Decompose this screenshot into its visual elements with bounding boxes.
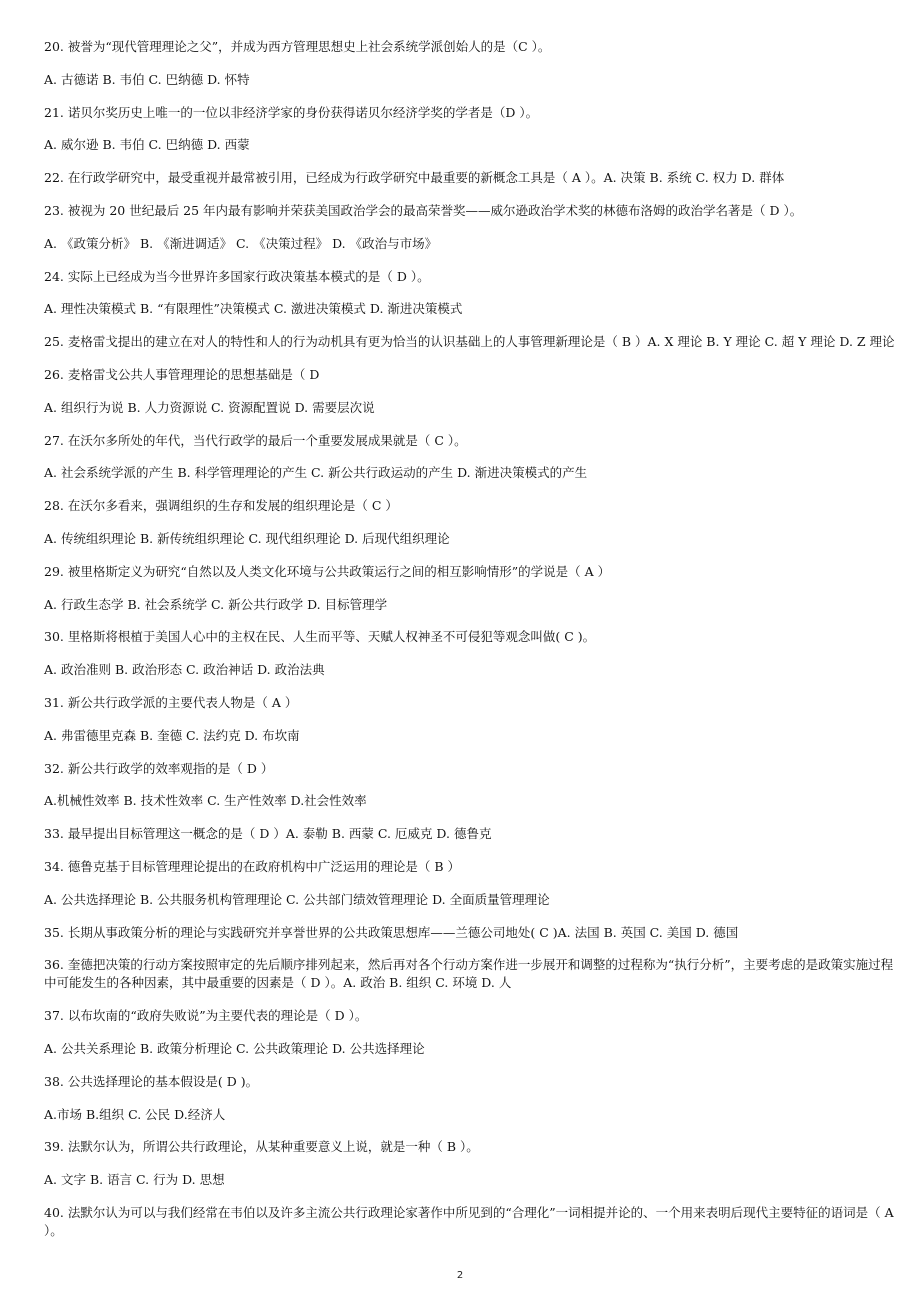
text-line: 38. 公共选择理论的基本假设是( D )。 — [44, 1073, 259, 1089]
text-line: A. 弗雷德里克森 B. 奎德 C. 法约克 D. 布坎南 — [44, 727, 300, 743]
text-line: A. 《政策分析》 B. 《渐进调适》 C. 《决策过程》 D. 《政治与市场》 — [44, 235, 438, 251]
text-line: A. 行政生态学 B. 社会系统学 C. 新公共行政学 D. 目标管理学 — [44, 596, 388, 612]
text-line: 36. 奎德把决策的行动方案按照审定的先后顺序排列起来，然后再对各个行动方案作进一步展开和调整的过程称为“执行分析”，主要考虑的是政策实施过程中可能发生的各种因素，其中最重要的因素是（ D ）。A. 政治 B. 组织 C. 环境 D. 人 — [44, 957, 894, 991]
text-line: A.机械性效率 B. 技术性效率 C. 生产性效率 D.社会性效率 — [44, 793, 367, 809]
text-line: A. 公共关系理论 B. 政策分析理论 C. 公共政策理论 D. 公共选择理论 — [44, 1040, 425, 1056]
text-line: 29. 被里格斯定义为研究“自然以及人类文化环境与公共政策运行之间的相互影响情形”的学说是（ A ） — [44, 563, 611, 579]
text-line: 35. 长期从事政策分析的理论与实践研究并享誉世界的公共政策思想库——兰德公司地处( C )A. 法国 B. 英国 C. 美国 D. 德国 — [44, 924, 739, 940]
text-line: 23. 被视为 20 世纪最后 25 年内最有影响并荣获美国政治学会的最高荣誉奖——威尔逊政治学术奖的林德布洛姆的政治学名著是（ D ）。 — [44, 202, 803, 218]
text-line: A. 公共选择理论 B. 公共服务机构管理理论 C. 公共部门绩效管理理论 D. 全面质量管理理论 — [44, 891, 550, 907]
page-number: 2 — [456, 1270, 464, 1281]
document-body — [44, 38, 902, 1255]
text-line: A. 理性决策模式 B. “有限理性”决策模式 C. 激进决策模式 D. 渐进决策模式 — [44, 301, 463, 317]
text-line: 34. 德鲁克基于目标管理理论提出的在政府机构中广泛运用的理论是（ B ） — [44, 858, 460, 874]
text-line: 27. 在沃尔多所处的年代，当代行政学的最后一个重要发展成果就是（ C ）。 — [44, 432, 467, 448]
text-line: A. 古德诺 B. 韦伯 C. 巴纳德 D. 怀特 — [44, 71, 250, 87]
text-line: 22. 在行政学研究中，最受重视并最常被引用，已经成为行政学研究中最重要的新概念工具是（ A ）。A. 决策 B. 系统 C. 权力 D. 群体 — [44, 170, 785, 186]
text-line: A. 文字 B. 语言 C. 行为 D. 思想 — [44, 1172, 225, 1188]
text-line: A.市场 B.组织 C. 公民 D.经济人 — [44, 1106, 226, 1122]
text-line: A. 威尔逊 B. 韦伯 C. 巴纳德 D. 西蒙 — [44, 137, 250, 153]
text-line: A. 政治准则 B. 政治形态 C. 政治神话 D. 政治法典 — [44, 662, 325, 678]
text-line: 37. 以布坎南的“政府失败说”为主要代表的理论是（ D ）。 — [44, 1008, 368, 1024]
text-line: A. 传统组织理论 B. 新传统组织理论 C. 现代组织理论 D. 后现代组织理论 — [44, 530, 450, 546]
text-line: 21. 诺贝尔奖历史上唯一的一位以非经济学家的身份获得诺贝尔经济学奖的学者是（D ）。 — [44, 104, 539, 120]
text-line: 20. 被誉为“现代管理理论之父”，并成为西方管理思想史上社会系统学派创始人的是（C ）。 — [44, 39, 551, 54]
text-line: 32. 新公共行政学的效率观指的是（ D ） — [44, 760, 274, 776]
text-line: 28. 在沃尔多看来，强调组织的生存和发展的组织理论是（ C ） — [44, 498, 398, 514]
text-line: 39. 法默尔认为，所谓公共行政理论，从某种重要意义上说，就是一种（ B ）。 — [44, 1139, 479, 1155]
text-line: 26. 麦格雷戈公共人事管理理论的思想基础是（ D — [44, 366, 320, 382]
text-line: 31. 新公共行政学派的主要代表人物是（ A ） — [44, 694, 298, 710]
text-line: 30. 里格斯将根植于美国人心中的主权在民、人生而平等、天赋人权神圣不可侵犯等观念叫做( C )。 — [44, 629, 596, 645]
text-line: A. 社会系统学派的产生 B. 科学管理理论的产生 C. 新公共行政运动的产生 D. 渐进决策模式的产生 — [44, 465, 588, 481]
text-line: 40. 法默尔认为可以与我们经常在韦伯以及许多主流公共行政理论家著作中所见到的“合理化”一词相提并论的、一个用来表明后现代主要特征的语词是（ A ）。 — [44, 1204, 894, 1238]
text-line: 33. 最早提出目标管理这一概念的是（ D ）A. 泰勒 B. 西蒙 C. 厄威克 D. 德鲁克 — [44, 826, 492, 842]
text-line: 24. 实际上已经成为当今世界许多国家行政决策基本模式的是（ D ）。 — [44, 268, 430, 284]
text-line: 25. 麦格雷戈提出的建立在对人的特性和人的行为动机具有更为恰当的认识基础上的人事管理新理论是（ B ）A. X 理论 B. Y 理论 C. 超 Y 理论 D. Z 理论 — [44, 334, 895, 350]
text-line: A. 组织行为说 B. 人力资源说 C. 资源配置说 D. 需要层次说 — [44, 399, 375, 415]
